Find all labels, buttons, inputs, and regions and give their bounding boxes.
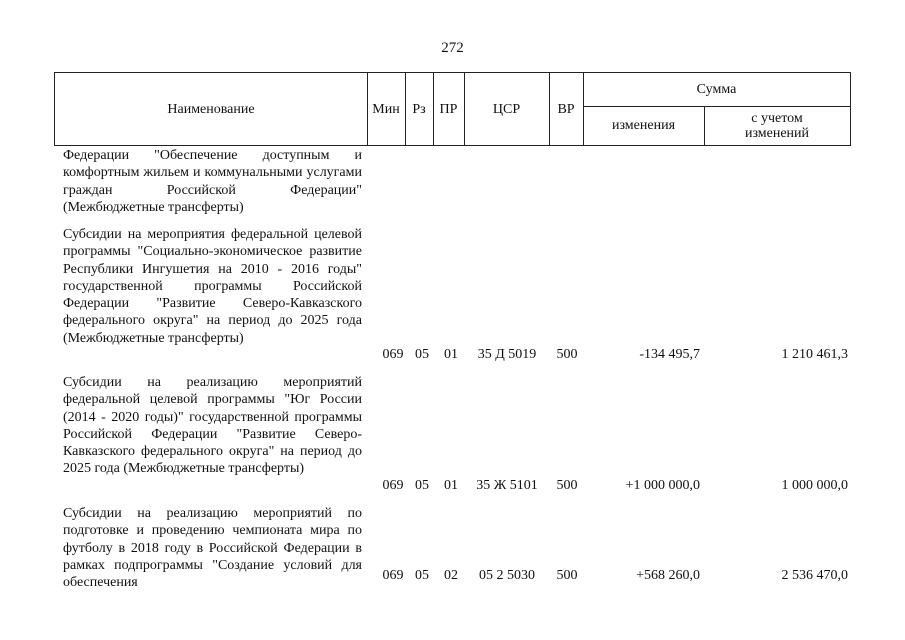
row-name: Субсидии на реализацию мероприятий федеральной целевой программы "Юг России (2014 - 2020 годы)" государственной программы Российской Федерации "Развитие Северо-Кавказского федерального округа" на период до 2025 года (Межбюджетные трансферты): [63, 375, 362, 477]
row-pr: 01: [444, 347, 458, 362]
header-with-change-line2: изменений: [744, 125, 810, 141]
row-min: 069: [382, 478, 404, 493]
row-name: Субсидии на реализацию мероприятий по подготовке и проведению чемпионата мира по футболу в 2018 году в Российской Федерации в рамках подпрограммы "Создание условий для обеспечения: [63, 506, 362, 591]
header-min: Мин: [372, 101, 400, 117]
row-total: 2 536 470,0: [781, 568, 848, 583]
row-vr: 500: [556, 347, 578, 362]
divider: [583, 73, 584, 145]
header-csr: ЦСР: [492, 101, 521, 117]
divider: [704, 106, 705, 145]
row-name: Федерации "Обеспечение доступным и комфортным жильем и коммунальными услугами граждан Российской Федерации" (Межбюджетные трансферты): [63, 148, 362, 215]
row-pr: 02: [444, 568, 458, 583]
row-csr: 05 2 5030: [479, 568, 535, 583]
row-rz: 05: [415, 347, 429, 362]
divider: [367, 73, 368, 145]
header-pr: ПР: [439, 101, 458, 117]
divider: [405, 73, 406, 145]
header-vr: ВР: [557, 101, 575, 117]
row-pr: 01: [444, 478, 458, 493]
row-csr: 35 Д 5019: [477, 347, 537, 362]
header-name: Наименование: [167, 101, 255, 117]
row-change: +1 000 000,0: [625, 478, 700, 493]
row-min: 069: [382, 347, 404, 362]
row-vr: 500: [556, 478, 578, 493]
row-csr: 35 Ж 5101: [476, 478, 538, 493]
header-with-change: [704, 106, 850, 145]
divider: [433, 73, 434, 145]
row-vr: 500: [556, 568, 578, 583]
header-with-change-line1: с учетом: [751, 110, 803, 126]
header-rz: Рз: [412, 101, 426, 117]
row-rz: 05: [415, 568, 429, 583]
header-sum: Сумма: [696, 82, 737, 97]
row-rz: 05: [415, 478, 429, 493]
row-total: 1 000 000,0: [781, 478, 848, 493]
divider: [464, 73, 465, 145]
row-name: Субсидии на мероприятия федеральной целевой программы "Социально-экономическое развитие Республики Ингушетия на 2010 - 2016 годы" государственной программы Российской Федерации "Развитие Северо-Кавказского федерального округа" на период до 2025 года (Межбюджетные трансферты): [63, 227, 362, 346]
header-change: изменения: [611, 118, 676, 133]
row-change: +568 260,0: [636, 568, 700, 583]
divider: [549, 73, 550, 145]
divider: [583, 106, 850, 107]
page-number: 272: [441, 40, 464, 56]
table-header: [54, 72, 851, 146]
row-change: -134 495,7: [639, 347, 700, 362]
row-total: 1 210 461,3: [781, 347, 848, 362]
row-min: 069: [382, 568, 404, 583]
